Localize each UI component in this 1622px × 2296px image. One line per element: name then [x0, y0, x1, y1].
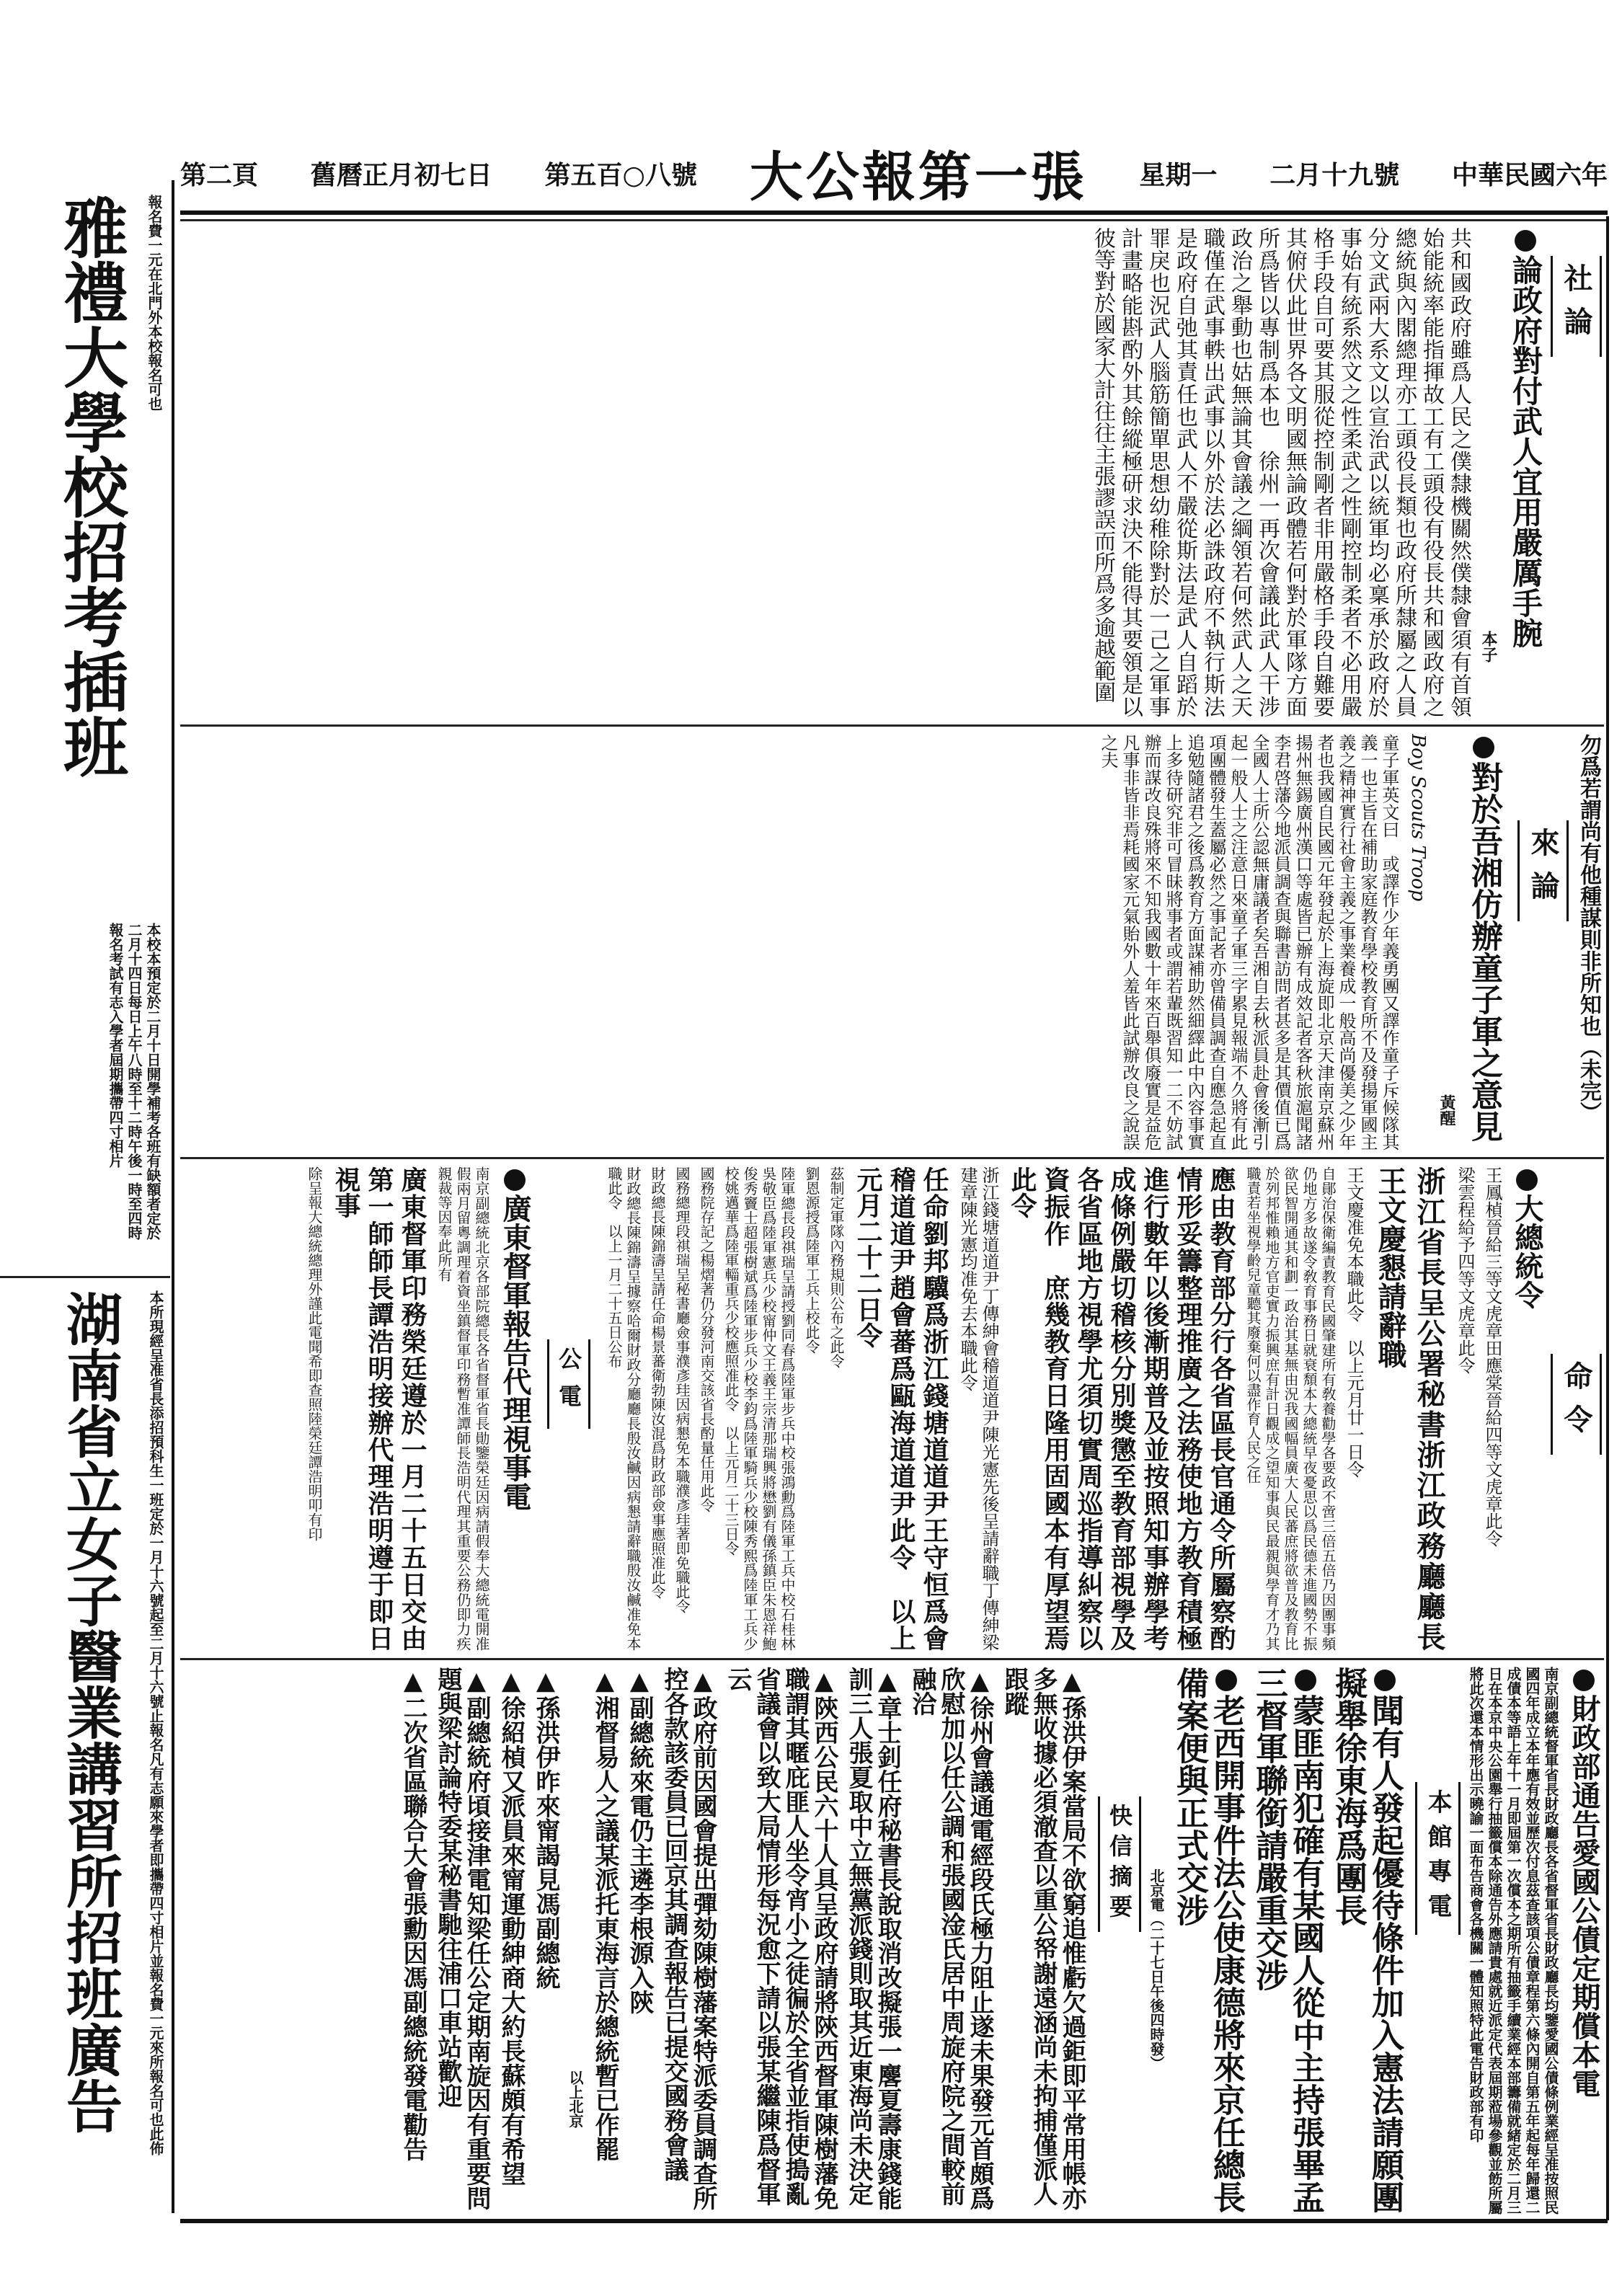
- contribution-body: 童子軍英文曰 或譯作少年義勇團又譯作童子斥候隊其義一也主旨在補助家庭教育學校教育所不及發揚軍國主義之精神實行社會主義之事業養成一般高尚優美之少年者也我國自民國元年發起於上海旋即北京天津南京蘇州揚州無錫廣州漢口等處皆已辦有成效記者客秋旅滬聞諸李君啓藩今地派員調查與聯書訪問者甚多是其價值已爲全國人士所公認無庸議者矣吾湘自去秋派員赴會後漸引起一般人士之注意日來童子軍三字累見報端不久將有此項團體發生蓋屬必然之事記者亦曾備員調查自應急起直追勉隨諸君之後爲教育方面謀補助然細繹此中內容事實上多待研究非可冒昧將事者或謂若輩既習知一二不妨試辦而謀改良殊將來不知我國數十年來百舉俱廢實是益危凡事非皆非焉耗國家元氣貽外人羞皆此試辦改良之說誤之夫: [1098, 734, 1399, 1151]
- telegram-section-tag: 公電: [547, 1339, 590, 1429]
- masthead-year: 中華民國六年: [1451, 159, 1608, 190]
- order-item: 財政總長陳錦濤呈據察哈爾財政分廳廳長殷汝鹹因病懇請辭職殷汝鹹准免本職此令 以上一月二十五日公布: [606, 1166, 642, 1651]
- order-item: 王鳳楨晉給三等文虎章田應棠晉給四等文虎章此令: [1482, 1166, 1502, 1547]
- contribution-title: 對於吾湘仿辦童子軍之意見: [1466, 761, 1502, 1142]
- telegram-lead: 廣東督軍印務榮廷遵於一月二十五日交由第一師師長譚浩明接辦代理浩明遵于即日視事: [331, 1166, 427, 1651]
- editorial-block: [184, 227, 1602, 717]
- bullet-icon: [504, 1169, 526, 1191]
- bullet-icon: [1573, 1670, 1595, 1691]
- ad-yali-note: 報名費一元在北門外本校報名可也: [146, 195, 163, 411]
- ad-hunan: [0, 1283, 169, 2220]
- quick-news-item: ▲ 副總統來電仍主遴李根源入陝: [625, 1667, 654, 2215]
- order-item: 國務總理段祺瑞呈秘書廳僉事濮彥珪因病懇免本職濮彥珪著即免職此令: [673, 1166, 691, 1613]
- page-frame-right: [1606, 216, 1609, 2220]
- contribution-author: 黃醒: [1437, 1094, 1456, 1126]
- masthead-rule: [180, 210, 1608, 215]
- editorial-body: 共和國政府雖爲人民之僕隸機關然僕隸會須有首領始能統率能指揮故工有工頭役有役長共和國政府之總統與內閣總理亦工頭役長類也政府所隸屬之人員分文武兩大系文以宣治武以統軍均必稟承於政府於事始有統系然文之性柔武之性剛控制柔者不必用嚴格手段自可要其服從控制剛者非用嚴格手段自難要其俯伏此世界各文明國無論政體若何對於軍隊方面所爲皆以專制爲本也 徐州一再次會議此武人干涉政治之舉動也姑無論其會議之綱領若何然武人之天職僅在武事軼出武事以外於法必誅政府不執行斯法是政府自弛其責任也武人不嚴從斯法是武人自蹈於罪戾也況武人腦筋簡單思想幼稚除對於一己之軍事計畫略能斟酌外其餘縱極研求決不能得其要領是以彼等對於國家大計往往主張謬誤而所爲多逾越範圍: [1090, 227, 1471, 717]
- dispatch-section-tag: 本館專電: [1415, 1782, 1461, 1935]
- orders-heading: [1509, 1166, 1545, 1651]
- editorial-section-tag: 社論: [1551, 256, 1602, 357]
- ad-hunan-body: 本所現經呈准省長添招預科生一班定於一月十六號起至二月十六號止報名凡有志願來學者即攜帶四寸相片並報名費一元來所報名可也此佈: [147, 1290, 164, 2155]
- dispatch-item: 老西開事件法公使康德將來京任總長備案便與正式交涉: [1171, 1667, 1246, 2213]
- orders-block: [184, 1166, 1602, 1651]
- dispatch-timestamp: 北京電（二十七日午後四時發）: [1148, 1869, 1165, 2070]
- contribution-english-term: Boy Scouts Troop: [1407, 734, 1429, 902]
- quick-news-item: ▲ 孫洪伊昨來甯謁見馮副總統: [531, 1667, 560, 2215]
- bullet-icon: [1473, 737, 1494, 758]
- telegram-closing: 除呈報大總統總理外謹此電聞希即查照陸榮廷譚浩明叩有印: [306, 1166, 323, 1541]
- order-item: 財政總長陳錦濤呈請任命楊景蕃衛勃陳汝混爲財政部僉事應照准此令: [649, 1166, 666, 1599]
- order-item: 王文慶准免本職此令 以上元月廿一日令: [1344, 1166, 1364, 1478]
- bottom-rule: [180, 2219, 1608, 2223]
- order-item: 國務院存記之楊熠著仍分發河南交該省長酌量任用此令: [698, 1166, 715, 1512]
- ads-rule: [0, 1276, 170, 1278]
- bullet-icon: [1515, 230, 1536, 252]
- upper-section-rule: [180, 1157, 1604, 1159]
- editorial-section-label: [1551, 227, 1602, 717]
- news-block: [184, 1667, 1602, 2215]
- contribution-heading: [1464, 734, 1503, 1151]
- masthead-issue: 第五百○八號: [544, 159, 697, 190]
- contribution-block: [184, 734, 1602, 1151]
- middle-section-rule: [180, 1658, 1604, 1660]
- finance-notice-title: 財政部通告愛國公債定期償本電: [1567, 1694, 1601, 2098]
- editorial-heading: [1506, 227, 1545, 717]
- contribution-section-label: [1517, 734, 1569, 1151]
- bullet-icon: [1374, 1670, 1396, 1691]
- masthead-brand: 大公報第一張: [749, 146, 1087, 208]
- masthead-page: 第二頁: [180, 159, 259, 190]
- quick-news-item: ▲ 章士釗任府秘書長說取消改擬張一麐夏壽康錢能訓三人張夏取中立無黨派錢則取其近東海尚未決定: [844, 1667, 902, 2215]
- quick-news-item: ▲ 徐紹楨又派員來甯運動紳商大約長蘇頗有希望: [497, 1667, 526, 2215]
- order-item: 自鄖治保衛編責教育民國肇建所有敎養勸學各要政不啻三倍五倍乃因團事頻仍地方多故遂令敎育事務日就衰頽本大總統早夜憂思以爲民德未進國勢不振欲民智開通其和劃一政治其基無由況我國幅員廣大人民蕃庶將欲普及教育比於列邦惟賴地方官吏實力振興庶有計日觀成之望知事與民最親與學育才乃其職責若坐視學齡兒童聽其廢棄何以盡作育人民之任: [1244, 1166, 1337, 1651]
- quick-news-section-tag: 快信摘要: [1098, 1796, 1141, 1932]
- quick-news-item: ▲ 陝西公民六十人具呈政府請將陝西督軍陳樹藩免職謂其暱庇匪人坐令宵小之徒徧於全省並指使搗亂省議會以致大局情形每況愈下請以張某繼陳爲督軍云: [723, 1667, 838, 2215]
- ad-yali-body: 本校本預定於二月十日開學補考各班有缺額者定於二月十四日每日上午八時至十二時午後一時至四時報名考試有志入學者屆期攜帶四寸相片: [107, 923, 161, 1240]
- telegram-title: 廣東督軍報告代理視事電: [498, 1194, 532, 1511]
- bullet-icon: [1215, 1670, 1237, 1691]
- quick-news-item: ▲ 湘督易人之議某派托東海言於總統暫已作罷: [590, 1667, 619, 2215]
- telegram-section-label: [547, 1166, 590, 1651]
- order-item: 浙江錢塘道道尹丁傳紳會稽道道尹陳光憲先後呈請辭職丁傳紳梁建章陳光憲均准免去本職此令: [957, 1166, 999, 1651]
- order-item: 梁雲程給予四等文虎章此令: [1455, 1166, 1475, 1374]
- bullet-icon: [1295, 1670, 1316, 1691]
- quick-news-item: ▲ 政府前因國會提出彈劾陳樹藩案特派委員調查所控各款該委員已回京其調查報告已提交國務會議: [660, 1667, 717, 2215]
- quick-news-beijing-tag: 以上北京: [567, 2070, 584, 2128]
- order-item: 劉恩源授爲陸軍工兵上校此令: [803, 1166, 820, 1354]
- contribution-section-tag: 來論: [1517, 820, 1569, 921]
- telegram-body: 南京副總統北京各部院總長各省督軍省長勛鑒榮廷因病請假奉大總統電開准假兩月留粵調理着資坐鎮督軍印務暫准譚師長浩明代理其重要公務仍即力疾親裁等因奉此所有: [435, 1166, 490, 1651]
- quick-news-item: ▲ 副總統府頃接津電知梁任公定期南旋因有重要問題與梁討論特委某秘書馳往浦口車站歡迎: [433, 1667, 491, 2215]
- ad-yali-title: 雅禮大學校招考插班: [52, 195, 128, 779]
- editorial-title: 論政府對付武人宜用嚴厲手腕: [1508, 254, 1543, 648]
- order-item: 茲制定軍隊內務規則公布之此令: [828, 1166, 845, 1368]
- ad-yali: [0, 180, 169, 1276]
- order-item: 任命劉邦驥爲浙江錢塘道道尹王守恒爲會稽道道尹趙會蕃爲甌海道道尹此令 以上元月二十二日令: [853, 1166, 949, 1651]
- quick-news-item: ▲ 二次省區聯合大會張勳因馮副總統發電勸告: [399, 1667, 427, 2215]
- quick-news-section-label: [1098, 1667, 1141, 2215]
- quick-news-item: ▲ 孫洪伊案當局不欲窮追惟虧欠過鉅即平常用帳亦多無收據必須澈查以重公帑謝遠涵尚未拘捕僅派人跟蹤: [1000, 1667, 1086, 2215]
- order-item: 陸軍總長段祺瑞呈請授劉同春爲陸軍步兵中校張鴻勳爲陸軍工兵中校石桂林吳敬臣爲陸軍憲兵少校甯仲文王義王宗清那瑞興將懋劉有儀孫鎮臣朱恩祥鮑俊秀竇士超張樹斌爲陸軍步兵少校李鈞爲陸軍騎兵少校陳秀熙爲陸軍工兵少校姚邁華爲陸軍輜重兵少校應照准此令 以上元月二十三日令: [722, 1166, 796, 1651]
- quick-news-item: ▲ 徐州會議通電經段氏極力阻止遂未果發元首頗爲欣慰加以任公調和張國淦氏居中周旋府院之間較前融洽: [908, 1667, 994, 2215]
- dispatch-item: 聞有人發起優待條件加入憲法請願團擬舉徐東海爲團長: [1329, 1667, 1404, 2213]
- orders-section-tag: 命令: [1551, 1354, 1602, 1455]
- editorial-author: 本子: [1479, 631, 1498, 662]
- orders-section-label: [1551, 1166, 1602, 1651]
- telegram-heading: [497, 1166, 533, 1651]
- ad-hunan-title: 湖南省立女子醫業講習所招班廣告: [57, 1290, 123, 2134]
- masthead-rule-thin: [180, 219, 1608, 221]
- ads-column-divider: [172, 180, 174, 2213]
- masthead: [180, 137, 1608, 209]
- order-item: 浙江省長呈公署秘書浙江政務廳廳長王文慶懇請辭職: [1373, 1166, 1446, 1651]
- order-item: 應由教育部分行各省區長官通令所屬察酌情形妥籌整理推廣之法務使地方教育積極進行數年以後漸期普及並按照知事辦學考成條例嚴切稽核分別獎懲至教育部視學及各省區地方視學尤須切實周巡指導糾察以資振作 庶幾教育日隆用固國本有厚望焉此令: [1007, 1166, 1236, 1651]
- bullet-icon: [1516, 1169, 1538, 1191]
- dispatch-section-label: [1415, 1667, 1461, 2215]
- masthead-weekday: 星期一: [1139, 159, 1218, 190]
- finance-notice-heading: [1566, 1667, 1602, 2215]
- orders-title: 大總統令: [1510, 1194, 1544, 1309]
- finance-notice-body: 南京副總統督軍省長財政廳長各省督軍省長財政廳長均鑒愛國公債條例業經呈准按照民國四年成立本年應有效並歷次付息茲查該項公債章程第六條內開自第五年起每年歸還二成債本等語上年十一月即屆第一次償本之期所有抽籤手續業經本部籌備就緒定於二月三日在本京中央公園舉行抽籤償本除通告外應請貴處就近派定代表屆期蒞場參觀並飭所屬將此次還本情形出示曉諭一面布告商會各機關一體知照特此電告財政部有印: [1467, 1667, 1559, 2215]
- upper-band-rule: [180, 724, 1604, 727]
- masthead-date: 二月十九號: [1269, 159, 1400, 190]
- editorial-ending: 勿爲若謂尚有他種謀則非所知也（未完）: [1576, 734, 1601, 1123]
- dispatch-item: 蒙匪南犯確有某國人從中主持張畢孟三督軍聯銜請嚴重交涉: [1250, 1667, 1325, 2213]
- masthead-lunar-date: 舊曆正月初七日: [310, 159, 492, 190]
